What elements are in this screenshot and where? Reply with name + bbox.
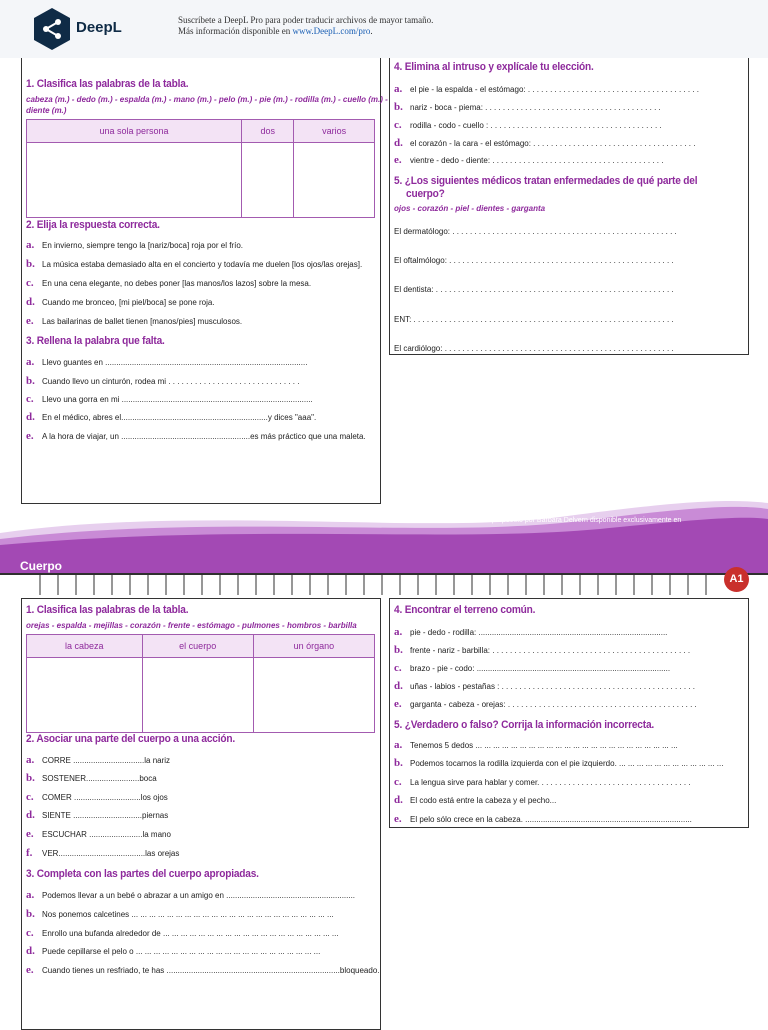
item-text: nariz - boca - piema: . . . . . . . . . . . . . . . . . . . . . . . . . . . . . . . . . . . . . . . . — [410, 103, 661, 112]
item-letter: c. — [26, 393, 34, 405]
p1-ex5-line-1: El dermatólogo: . . . . . . . . . . . . . . . . . . . . . . . . . . . . . . . . . . . . . . . . . . . . . . . . . . . — [394, 227, 677, 236]
p1-ex4-item-c — [394, 119, 662, 131]
item-text: Nos ponemos calcetines ... ... ... ... ... ... ... ... ... ... ... ... ... ... ... ... ... ... ... ... ... ... ... — [42, 910, 334, 919]
item-letter: a. — [26, 356, 35, 368]
p1-ex4-item-e — [394, 154, 663, 166]
p1-ex1-table — [26, 119, 375, 218]
p2-ex4-item-a — [394, 626, 667, 638]
item-text: Las bailarinas de ballet tienen [manos/pies] musculosos. — [42, 317, 243, 326]
item-letter: d. — [394, 794, 403, 806]
p1-ex3-item-e — [26, 430, 366, 442]
p2-ex5-item-a — [394, 739, 678, 751]
item-letter: d. — [26, 945, 35, 957]
p1-ex2-item-a — [26, 239, 243, 251]
item-letter: c. — [394, 662, 402, 674]
promo-suffix: . — [370, 26, 373, 36]
p1-ex3-item-d — [26, 411, 316, 423]
item-text: el pie - la espalda - el estómago: . . . . . . . . . . . . . . . . . . . . . . . . . . . . . . . . . . . . . . . — [410, 85, 699, 94]
p2-ex3-item-c — [26, 927, 339, 939]
p1-ex4-item-d — [394, 137, 695, 149]
promo-text — [178, 15, 433, 37]
p2-ex3-item-a — [26, 889, 355, 901]
p1-table-header-2: dos — [242, 120, 294, 143]
item-text: Enrollo una bufanda alrededor de ... ... ... ... ... ... ... ... ... ... ... ... ... ... ... ... ... ... ... ... — [42, 929, 339, 938]
p2-table-header-2: el cuerpo — [142, 635, 253, 658]
p1-ex1-words-line2: diente (m.) — [26, 106, 67, 115]
item-text: VER.......................................las orejas — [42, 849, 180, 858]
p2-ex3-title: 3. Completa con las partes del cuerpo apropiadas. — [26, 868, 259, 880]
deepl-brand-name: DeepL — [76, 19, 122, 36]
item-text: Llevo guantes en ........................................................................................... — [42, 358, 308, 367]
item-letter: f. — [26, 847, 33, 859]
p1-ex1-title: 1. Clasifica las palabras de la tabla. — [26, 78, 189, 90]
item-letter: e. — [394, 813, 402, 825]
item-text: La música estaba demasiado alta en el concierto y todavía me duelen [los ojos/las orejas]. — [42, 260, 363, 269]
promo-prefix: Más información disponible en — [178, 26, 293, 36]
section-number: 2 — [20, 579, 27, 591]
item-letter: a. — [394, 626, 403, 638]
p2-ex2-item-f — [26, 847, 179, 859]
item-letter: a. — [26, 754, 35, 766]
deepl-logo-icon — [32, 8, 72, 52]
p2-ex5-title: 5. ¿Verdadero o falso? Corrija la información incorrecta. — [394, 719, 655, 731]
item-text: Podemos tocarnos la rodilla izquierda con el pie izquierdo. ... ... ... ... ... ... ... ... ... ... ... ... — [410, 759, 724, 768]
item-letter: d. — [26, 809, 35, 821]
item-letter: e. — [394, 154, 402, 166]
item-letter: b. — [394, 101, 403, 113]
item-text: Puede cepillarse el pelo o ... ... ... ... ... ... ... ... ... ... ... ... ... ... ... ... ... ... ... ... ... — [42, 947, 321, 956]
p2-ex1-words: orejas - espalda - mejillas - corazón - frente - estómago - pulmones - hombros - barbilla — [26, 621, 357, 630]
item-text: Tenemos 5 dedos ... ... ... ... ... ... ... ... ... ... ... ... ... ... ... ... ... ... ... ... ... ... ... — [410, 741, 678, 750]
item-text: SOSTENER........................boca — [42, 774, 157, 783]
item-letter: a. — [26, 239, 35, 251]
item-text: Cuando me bronceo, [mi piel/boca] se pone roja. — [42, 298, 215, 307]
item-text: El pelo sólo crece en la cabeza. ........................................................................... — [410, 815, 692, 824]
p1-ex1-words-line1: cabeza (m.) - dedo (m.) - espalda (m.) - mano (m.) - pelo (m.) - pie (m.) - rodilla (m.) - cuello (m.) - — [26, 95, 388, 104]
p2-ex3-item-b — [26, 908, 334, 920]
promo-line-2 — [178, 26, 433, 37]
item-text: La lengua sirve para hablar y comer. . . . . . . . . . . . . . . . . . . . . . . . . . . . . . . . . . . — [410, 778, 691, 787]
p1-ex3-item-b — [26, 375, 299, 387]
p2-ex4-item-b — [394, 644, 690, 656]
item-text: garganta - cabeza - orejas: . . . . . . . . . . . . . . . . . . . . . . . . . . . . . . . . . . . . . . . . . . . — [410, 700, 697, 709]
item-letter: c. — [394, 776, 402, 788]
item-text: Llevo una gorra en mi ...................................................................................... — [42, 395, 313, 404]
p1-ex2-item-b — [26, 258, 362, 270]
p2-table-cell-2[interactable] — [142, 658, 253, 733]
item-letter: e. — [26, 964, 34, 976]
p1-ex5-words: ojos - corazón - piel - dientes - garganta — [394, 204, 546, 213]
p2-ex2-item-d — [26, 809, 168, 821]
p2-ex5-item-c — [394, 776, 691, 788]
p2-ex2-item-a — [26, 754, 170, 766]
item-letter: e. — [26, 430, 34, 442]
p2-table-header-1: la cabeza — [27, 635, 143, 658]
item-letter: b. — [26, 772, 35, 784]
item-letter: d. — [394, 137, 403, 149]
item-letter: e. — [394, 698, 402, 710]
p1-ex4-item-a — [394, 83, 699, 95]
p2-ex4-item-c — [394, 662, 670, 674]
item-text: Cuando tienes un resfriado, te has ..............................................................................bloqueado. — [42, 966, 380, 975]
item-letter: d. — [26, 296, 35, 308]
promo-line-1: Suscríbete a DeepL Pro para poder traducir archivos de mayor tamaño. — [178, 15, 434, 25]
p2-table-cell-3[interactable] — [253, 658, 374, 733]
item-letter: e. — [26, 828, 34, 840]
p2-table-header-3: un órgano — [253, 635, 374, 658]
p2-table-cell-1[interactable] — [27, 658, 143, 733]
item-letter: e. — [26, 315, 34, 327]
item-text: A la hora de viajar, un ..........................................................es más práctico que una maleta. — [42, 432, 366, 441]
section-title: Cuerpo — [20, 559, 62, 573]
item-letter: a. — [394, 739, 403, 751]
p1-ex3-item-c — [26, 393, 313, 405]
item-text: ESCUCHAR ........................la mano — [42, 830, 171, 839]
item-text: brazo - pie - codo: ....................................................................................... — [410, 664, 671, 673]
item-letter: d. — [394, 680, 403, 692]
item-text: En una cena elegante, no debes poner [las manos/los lazos] sobre la mesa. — [42, 279, 312, 288]
item-letter: b. — [26, 258, 35, 270]
item-letter: b. — [26, 908, 35, 920]
item-text: El codo está entre la cabeza y el pecho... — [410, 796, 557, 805]
ruler-ticks — [40, 575, 706, 595]
p1-ex2-item-e — [26, 315, 242, 327]
item-letter: c. — [26, 277, 34, 289]
item-letter: b. — [26, 375, 35, 387]
item-letter: d. — [26, 411, 35, 423]
p1-ex3-item-a — [26, 356, 307, 368]
p2-ex4-item-d — [394, 680, 695, 692]
p2-ex2-item-b — [26, 772, 157, 784]
item-letter: c. — [26, 927, 34, 939]
p1-ex2-title: 2. Elija la respuesta correcta. — [26, 219, 160, 231]
p1-table-cell-1[interactable] — [27, 143, 242, 218]
p1-table-cell-2[interactable] — [242, 143, 294, 218]
p2-ex1-table — [26, 634, 375, 733]
item-text: el corazón - la cara - el estómago: . . . . . . . . . . . . . . . . . . . . . . . . . . . . . . . . . . . . . — [410, 139, 696, 148]
p1-ex5-line-3: El dentista: . . . . . . . . . . . . . . . . . . . . . . . . . . . . . . . . . . . . . . . . . . . . . . . . . . . . . . — [394, 285, 674, 294]
item-text: SIENTE ...............................piernas — [42, 811, 169, 820]
author-credit: ... propuesto por Barbara Delvern disponible exclusivamente en — [484, 517, 682, 524]
p1-ex5-line-4: ENT: . . . . . . . . . . . . . . . . . . . . . . . . . . . . . . . . . . . . . . . . . . . . . . . . . . . . . . . . . . . — [394, 315, 674, 324]
item-letter: a. — [394, 83, 403, 95]
item-text: CORRE ................................la nariz — [42, 756, 171, 765]
p1-ex1-words — [26, 94, 388, 116]
p2-ex3-item-e — [26, 964, 379, 976]
p2-ex5-item-e — [394, 813, 692, 825]
p2-ex1-title: 1. Clasifica las palabras de la tabla. — [26, 604, 189, 616]
item-text: COMER ..............................los ojos — [42, 793, 168, 802]
p2-ex2-item-c — [26, 791, 168, 803]
p2-ex2-item-e — [26, 828, 171, 840]
p1-ex5-line-5: El cardiólogo: . . . . . . . . . . . . . . . . . . . . . . . . . . . . . . . . . . . . . . . . . . . . . . . . . . . . — [394, 344, 674, 353]
item-text: uñas - labios - pestañas : . . . . . . . . . . . . . . . . . . . . . . . . . . . . . . . . . . . . . . . . . . . . — [410, 682, 695, 691]
p1-ex2-item-c — [26, 277, 311, 289]
p1-ex4-title: 4. Elimina al intruso y explícale tu elección. — [394, 61, 594, 73]
item-text: Cuando llevo un cinturón, rodea mi . . . . . . . . . . . . . . . . . . . . . . . . . . . . . . — [42, 377, 300, 386]
deepl-banner — [0, 0, 768, 58]
p2-ex4-item-e — [394, 698, 697, 710]
purple-wave-band — [0, 495, 768, 600]
promo-link[interactable]: www.DeepL.com/pro — [292, 26, 371, 36]
p1-table-cell-3[interactable] — [294, 143, 375, 218]
p2-ex3-item-d — [26, 945, 320, 957]
item-letter: b. — [394, 644, 403, 656]
item-text: Podemos llevar a un bebé o abrazar a un amigo en .......................................................... — [42, 891, 356, 900]
p1-ex5-title-line2: cuerpo? — [406, 188, 445, 200]
p1-ex2-item-d — [26, 296, 215, 308]
item-text: rodilla - codo - cuello : . . . . . . . . . . . . . . . . . . . . . . . . . . . . . . . . . . . . . . . — [410, 121, 662, 130]
level-badge: A1 — [724, 567, 749, 592]
item-text: frente - nariz - barbilla: . . . . . . . . . . . . . . . . . . . . . . . . . . . . . . . . . . . . . . . . . . . . . — [410, 646, 691, 655]
p1-table-header-1: una sola persona — [27, 120, 242, 143]
p1-ex4-item-b — [394, 101, 661, 113]
item-letter: b. — [394, 757, 403, 769]
p2-ex2-title: 2. Asociar una parte del cuerpo a una acción. — [26, 733, 235, 745]
p1-ex3-title: 3. Rellena la palabra que falta. — [26, 335, 165, 347]
item-letter: c. — [394, 119, 402, 131]
item-letter: a. — [26, 889, 35, 901]
p1-table-header-3: varios — [294, 120, 375, 143]
p2-ex5-item-b — [394, 757, 723, 769]
item-text: En invierno, siempre tengo la [nariz/boca] roja por el frío. — [42, 241, 243, 250]
p1-ex5-title-line1: 5. ¿Los siguientes médicos tratan enfermedades de qué parte del — [394, 175, 698, 187]
item-text: En el médico, abres el..................................................................y dices "aaa". — [42, 413, 317, 422]
item-text: pie - dedo - rodilla: ..................................................................................... — [410, 628, 668, 637]
p2-ex5-item-d — [394, 794, 556, 806]
p1-ex5-line-2: El oftalmólogo: . . . . . . . . . . . . . . . . . . . . . . . . . . . . . . . . . . . . . . . . . . . . . . . . . . . — [394, 256, 674, 265]
item-text: vientre - dedo - diente: . . . . . . . . . . . . . . . . . . . . . . . . . . . . . . . . . . . . . . . — [410, 156, 664, 165]
item-letter: c. — [26, 791, 34, 803]
p2-ex4-title: 4. Encontrar el terreno común. — [394, 604, 536, 616]
